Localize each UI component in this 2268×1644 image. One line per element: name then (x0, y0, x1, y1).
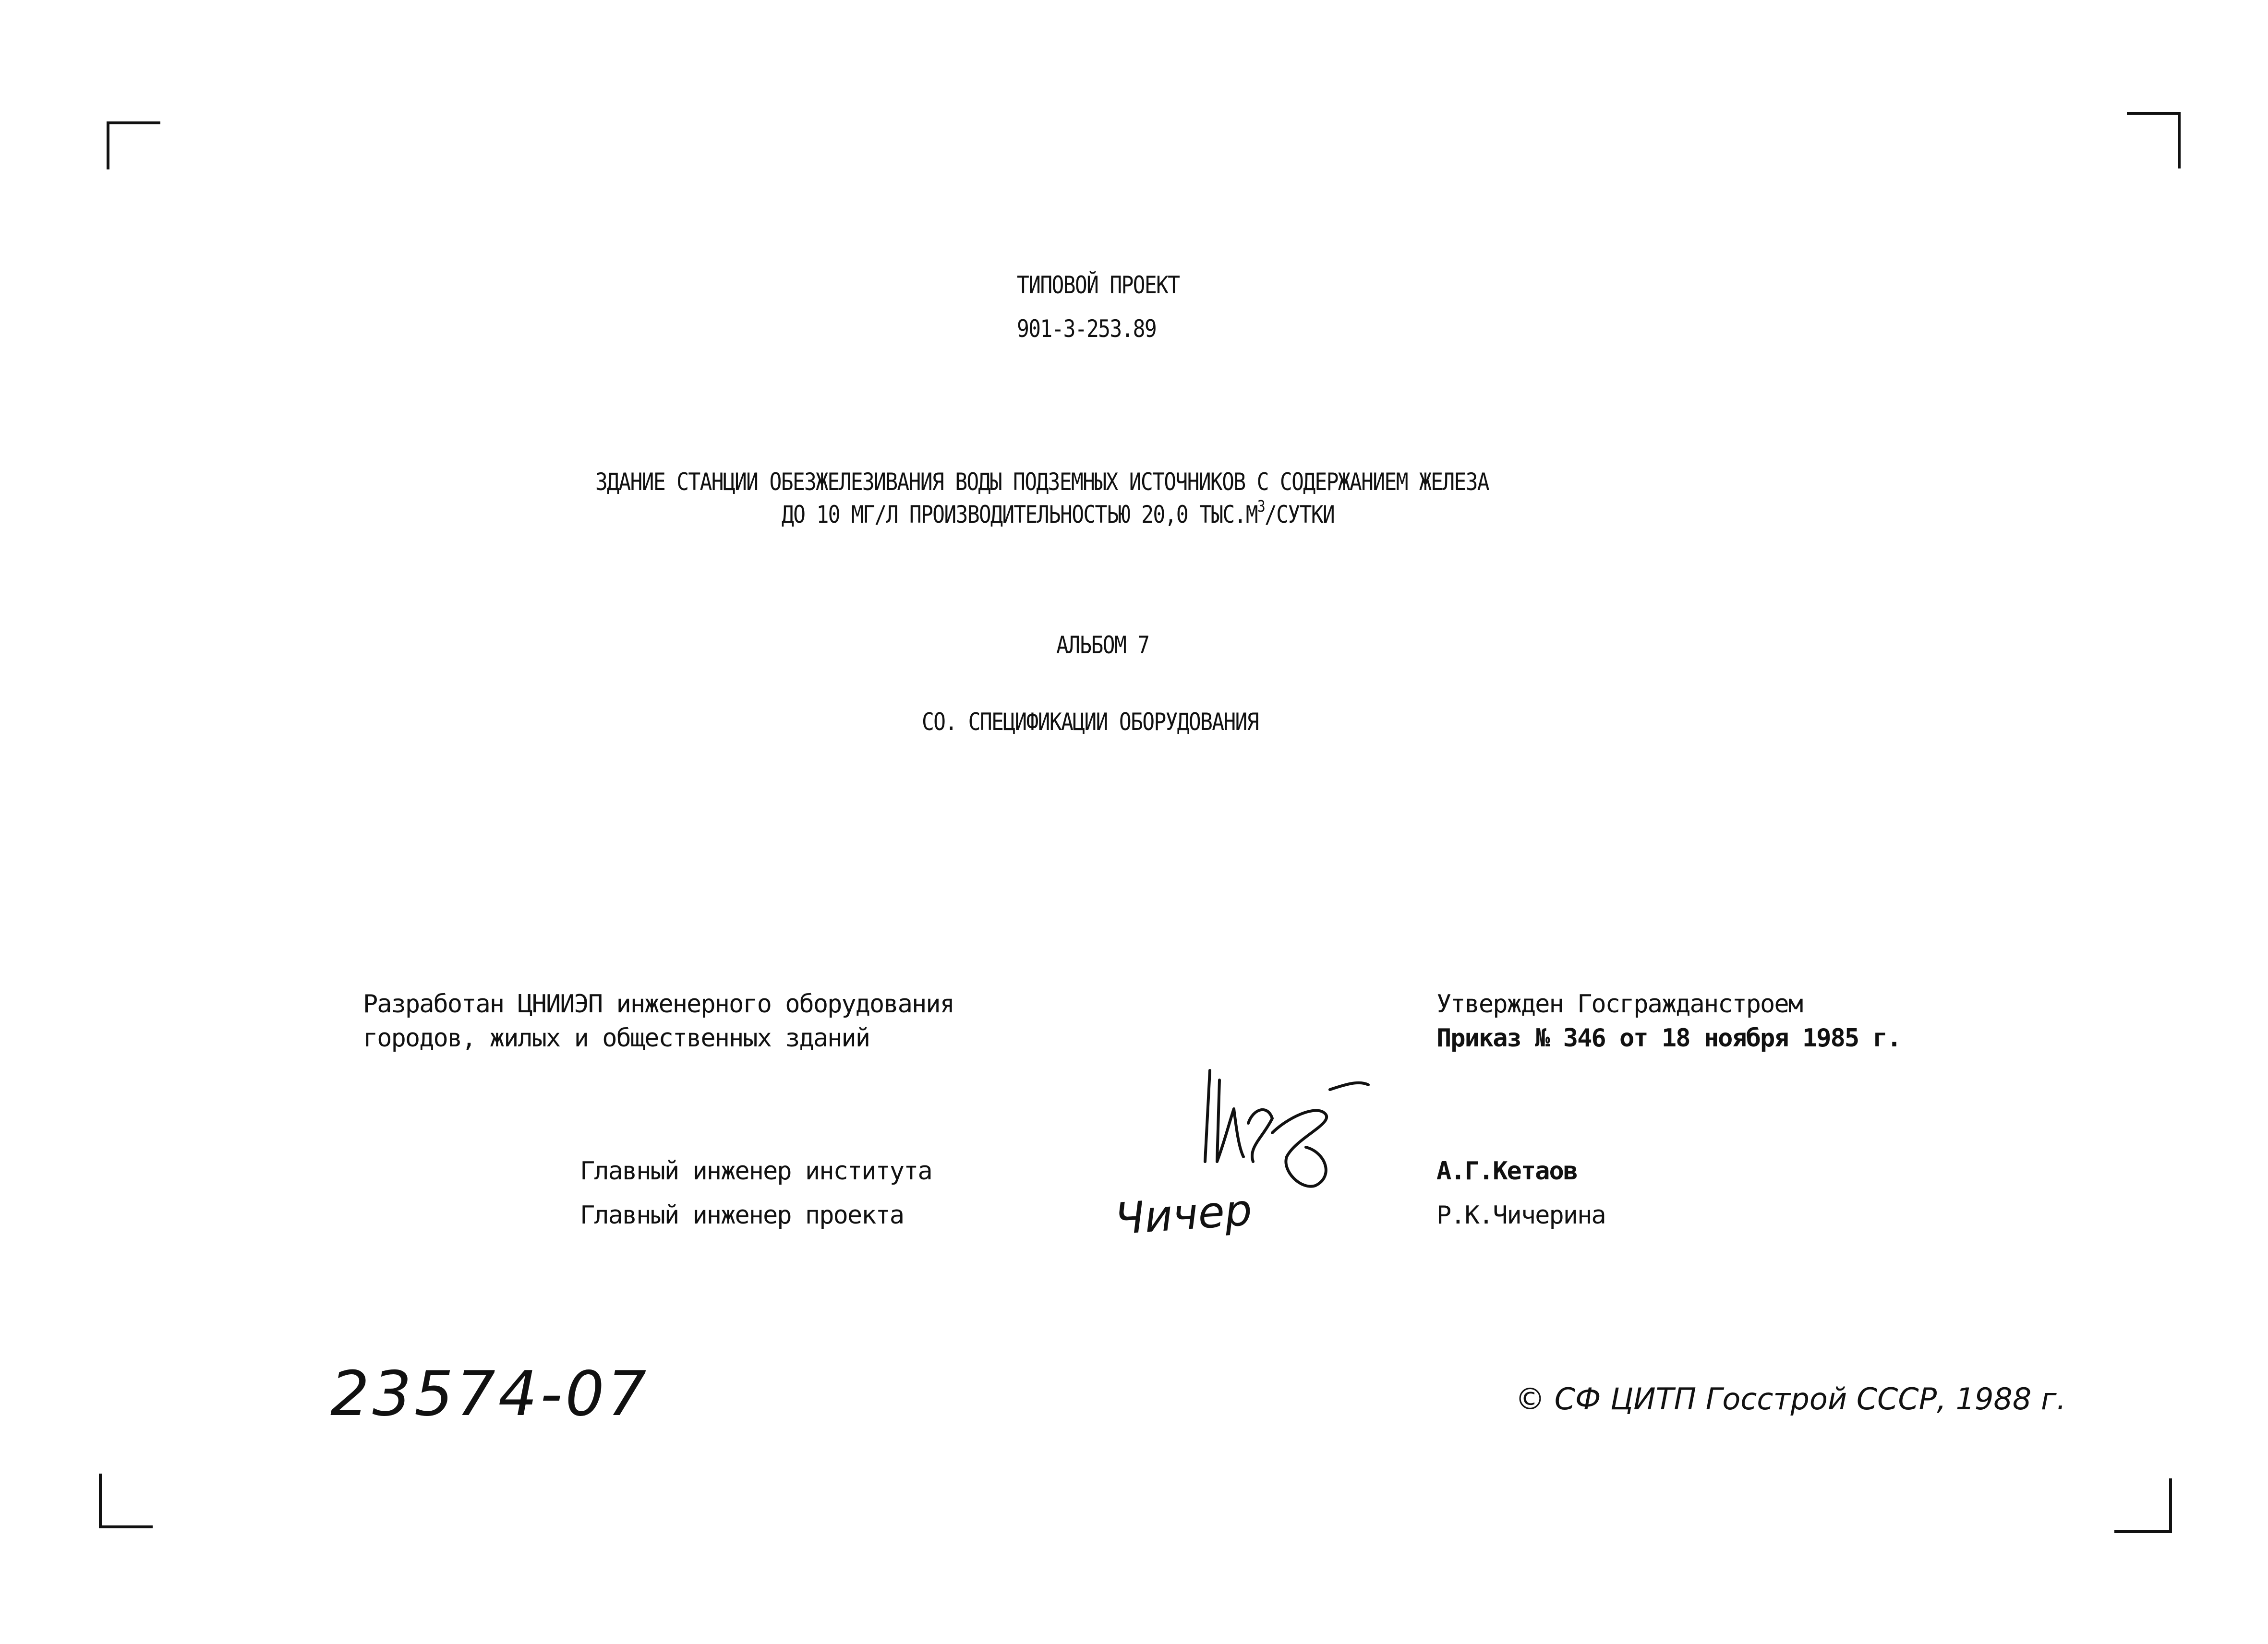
title-line-2-sup: 3 (1257, 497, 1265, 516)
corner-mark-bottom-right-h (2114, 1530, 2172, 1533)
album-section: СО. СПЕЦИФИКАЦИИ ОБОРУДОВАНИЯ (922, 708, 1258, 736)
inventory-number: 23574-07 (330, 1358, 650, 1430)
developer-line-2: городов, жилых и общественных зданий (363, 1024, 870, 1053)
chief-engineer-project-name: Р.К.Чичерина (1436, 1201, 1605, 1230)
corner-mark-bottom-left-h (99, 1525, 153, 1528)
chief-engineer-institute-role: Главный инженер института (580, 1157, 932, 1186)
corner-mark-top-left-h (107, 121, 160, 124)
project-type: ТИПОВОЙ ПРОЕКТ (1017, 271, 1180, 299)
corner-mark-bottom-right-v (2169, 1478, 2172, 1533)
signature-chief-engineer-project: Чичер (1113, 1185, 1254, 1245)
title-line-2-suffix: /СУТКИ (1265, 500, 1335, 528)
corner-mark-top-left-v (107, 121, 109, 169)
project-number: 901-3-253.89 (1017, 315, 1157, 343)
approval-line-2: Приказ № 346 от 18 ноября 1985 г. (1436, 1024, 1901, 1053)
approval-line-1: Утвержден Госгражданстроем (1436, 990, 1802, 1019)
copyright-stamp: © СФ ЦИТП Госстрой СССР, 1988 г. (1515, 1381, 2066, 1416)
signature-chief-engineer-institute (1191, 1051, 1383, 1205)
title-line-2-prefix: ДО 10 МГ/Л ПРОИЗВОДИТЕЛЬНОСТЬЮ 20,0 ТЫС.М (782, 500, 1257, 528)
corner-mark-top-right-h (2127, 112, 2181, 115)
document-title-line-2 (782, 497, 1334, 528)
developer-line-1: Разработан ЦНИИЭП инженерного оборудования (363, 990, 954, 1019)
chief-engineer-institute-name: А.Г.Кетаов (1436, 1157, 1578, 1186)
album-label: АЛЬБОМ 7 (1056, 631, 1149, 659)
corner-mark-bottom-left-v (99, 1474, 102, 1528)
document-title-line-1: ЗДАНИЕ СТАНЦИИ ОБЕЗЖЕЛЕЗИВАНИЯ ВОДЫ ПОДЗЕМНЫХ ИСТОЧНИКОВ С СОДЕРЖАНИЕМ ЖЕЛЕЗА (595, 468, 1489, 496)
corner-mark-top-right-v (2178, 112, 2181, 168)
chief-engineer-project-role: Главный инженер проекта (580, 1201, 904, 1230)
